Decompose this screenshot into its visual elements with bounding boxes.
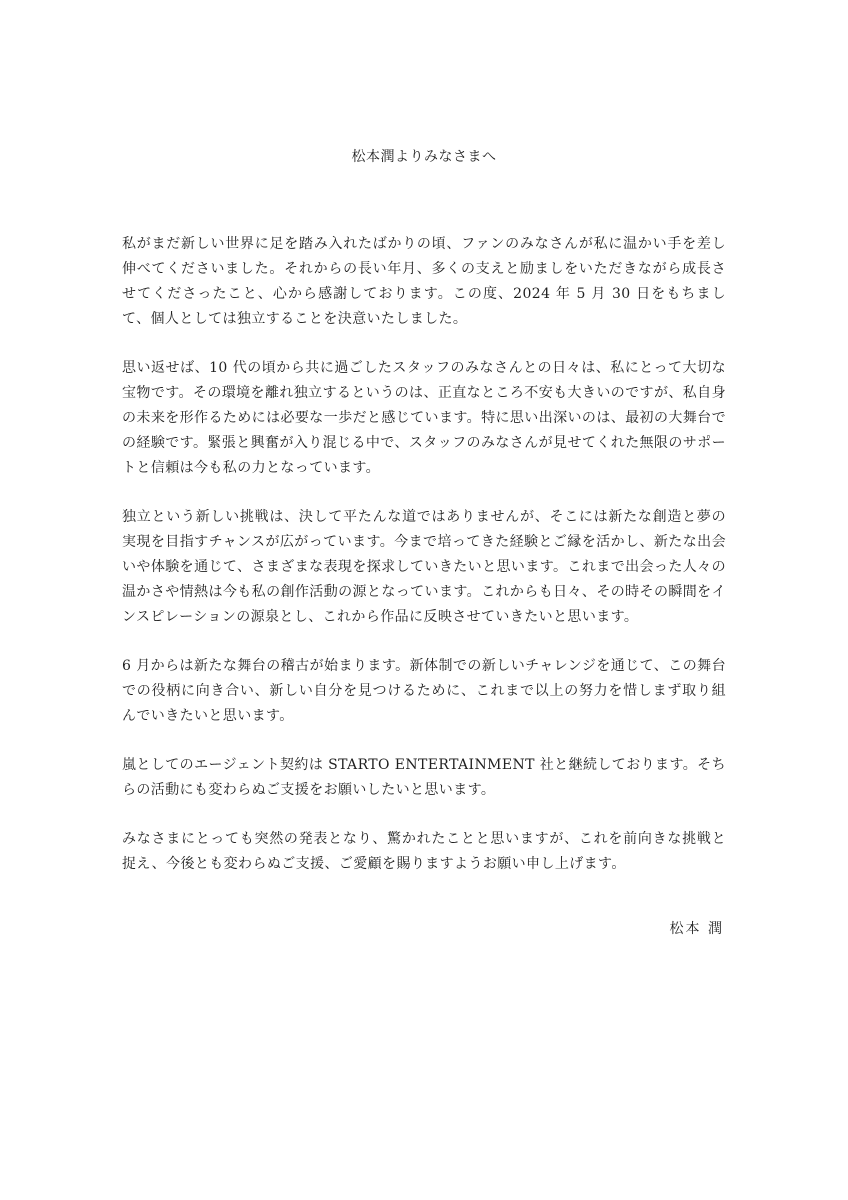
paragraph-5: 嵐としてのエージェント契約は STARTO ENTERTAINMENT 社と継続しております。そちらの活動にも変わらぬご支援をお願いしたいと思います。 (122, 757, 726, 798)
signature: 松本 潤 (669, 921, 724, 937)
paragraph-6: みなさまにとっても突然の発表となり、驚かれたことと思いますが、これを前向きな挑戦と捉え、今後とも変わらぬご支援、ご愛顧を賜りますようお願い申し上げます。 (122, 831, 726, 872)
letter-body (122, 232, 726, 901)
letter-title: 松本潤よりみなさまへ (351, 149, 497, 165)
paragraph-2: 思い返せば、10 代の頃から共に過ごしたスタッフのみなさんとの日々は、私にとって大切な宝物です。その環境を離れ独立するというのは、正直なところ不安も大きいのですが、私自身の未来を形作るためには必要な一歩だと感じています。特に思い出深いのは、最初の大舞台での経験です。緊張と興奮が入り混じる中で、スタッフのみなさんが見せてくれた無限のサポートと信頼は今も私の力となっています。 (122, 360, 726, 476)
paragraph-1: 私がまだ新しい世界に足を踏み入れたばかりの頃、ファンのみなさんが私に温かい手を差し伸べてくださいました。それからの長い年月、多くの支えと励ましをいただきながら成長させてくださったこと、心から感謝しております。この度、2024 年 5 月 30 日をもちまして、個人としては独立することを決意いたしました。 (122, 236, 726, 327)
paragraph-3: 独立という新しい挑戦は、決して平たんな道ではありませんが、そこには新たな創造と夢の実現を目指すチャンスが広がっています。今まで培ってきた経験とご縁を活かし、新たな出会いや体験を通じて、さまざまな表現を探求していきたいと思います。これまで出会った人々の温かさや情熱は今も私の創作活動の源となっています。これからも日々、その時その瞬間をインスピレーションの源泉とし、これから作品に反映させていきたいと思います。 (122, 509, 726, 625)
paragraph-4: 6 月からは新たな舞台の稽古が始まります。新体制での新しいチャレンジを通じて、この舞台での役柄に向き合い、新しい自分を見つけるために、これまで以上の努力を惜しまず取り組んでいきたいと思います。 (122, 658, 726, 724)
